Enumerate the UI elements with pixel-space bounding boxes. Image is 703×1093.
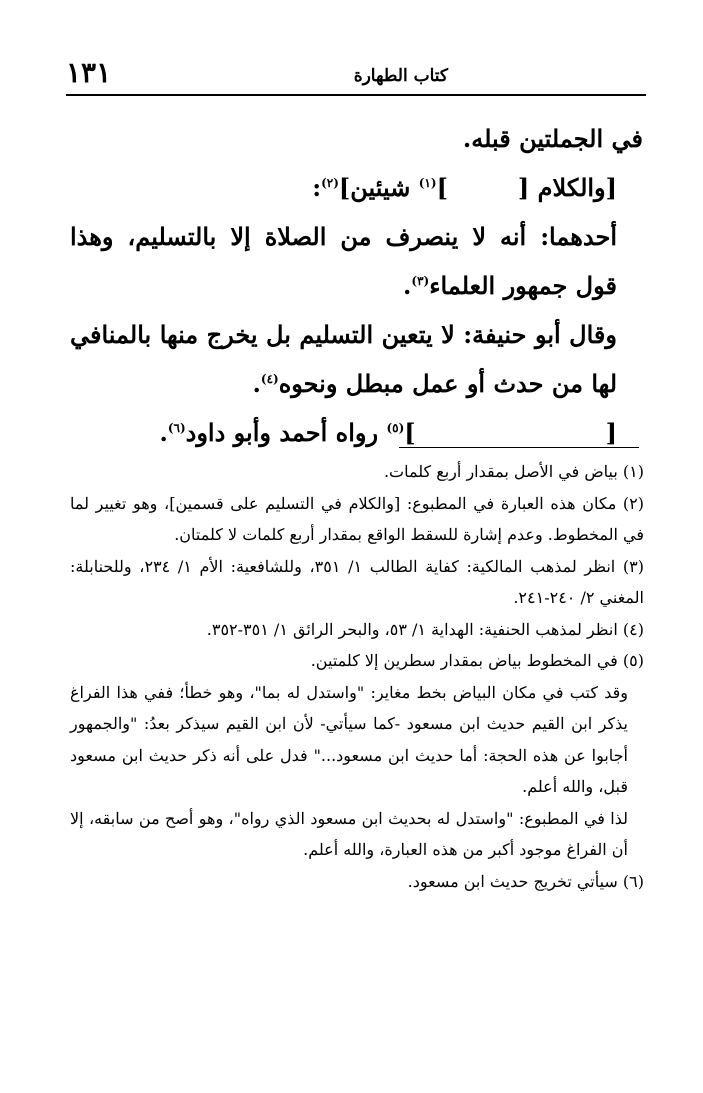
main-text (70, 114, 643, 457)
page-number: ١٣١ (66, 56, 112, 89)
footnote-1: (١) بياض في الأصل بمقدار أربع كلمات. (383, 462, 644, 481)
main-paragraph-5: []$^{(٥)}$ رواه أحمد وأبو داود$^{(٦)}$. (159, 418, 617, 447)
footnote-6: (٦) سيأتي تخريج حديث ابن مسعود. (407, 871, 644, 891)
footnote-ref-3: (٣) (411, 274, 430, 288)
main-paragraph-1: في الجملتين قبله. (462, 124, 643, 153)
main-paragraph-2: [والكلام []$^{(١)}$ شيئين]$^{(٢)}$: (312, 173, 617, 202)
footnote-separator (399, 447, 639, 448)
footnote-5: (٥) في المخطوط بياض بمقدار سطرين إلا كلمتين. (310, 651, 644, 670)
footnote-ref-6: (٦) (167, 421, 186, 435)
main-paragraph-3: أحدهما: أنه لا ينصرف من الصلاة إلا بالتسليم، وهذا قول جمهور العلماء$^{(٣)}$. (70, 222, 617, 300)
header-rule (66, 94, 646, 96)
footnote-ref-2: (٢) (321, 176, 339, 190)
running-title: كتاب الطهارة (353, 66, 448, 86)
footnote-3: (٣) انظر لمذهب المالكية: كفاية الطالب ١/ ٣٥١، وللشافعية: الأم ١/ ٢٣٤، وللحنابلة: المغني ٢/ ٢٤٠-٢٤١. (70, 556, 644, 607)
footnote-ref-5: (٥) (386, 421, 405, 435)
footnote-5-continuation: لذا في المطبوع: "واستدل له بحديث ابن مسعود الذي رواه"، وهو أصح من سابقه، إلا أن الفراغ موجود أكبر من هذه العبارة، والله أعلم. (70, 808, 628, 859)
footnotes (70, 456, 644, 897)
footnote-5-continuation: وقد كتب في مكان البياض بخط مغاير: "واستدل له بما"، وهو خطأ؛ ففي هذا الفراغ يذكر ابن القيم حديث ابن مسعود -كما سيأتي- لأن ابن القيم سيذكر بعدُ: "والجمهور أجابوا عن هذه الحجة: أما حديث ابن مسعود..." فدل على أنه ذكر حديث ابن مسعود قبل، والله أعلم. (70, 682, 628, 796)
footnote-ref-1: (١) (418, 176, 437, 190)
main-paragraph-4: وقال أبو حنيفة: لا يتعين التسليم بل يخرج منها بالمنافي لها من حدث أو عمل مبطل ونحوه$^{(٤)}$. (70, 320, 617, 398)
footnote-4: (٤) انظر لمذهب الحنفية: الهداية ١/ ٥٣، والبحر الرائق ١/ ٣٥١-٣٥٢. (206, 619, 644, 639)
footnote-ref-4: (٤) (260, 372, 279, 386)
page-header (66, 56, 646, 96)
footnote-2: (٢) مكان هذه العبارة في المطبوع: [والكلام في التسليم على قسمين]، وهو تغيير لما في المخطوط. وعدم إشارة للسقط الواقع بمقدار أربع كلمات لا كلمتان. (70, 493, 645, 544)
